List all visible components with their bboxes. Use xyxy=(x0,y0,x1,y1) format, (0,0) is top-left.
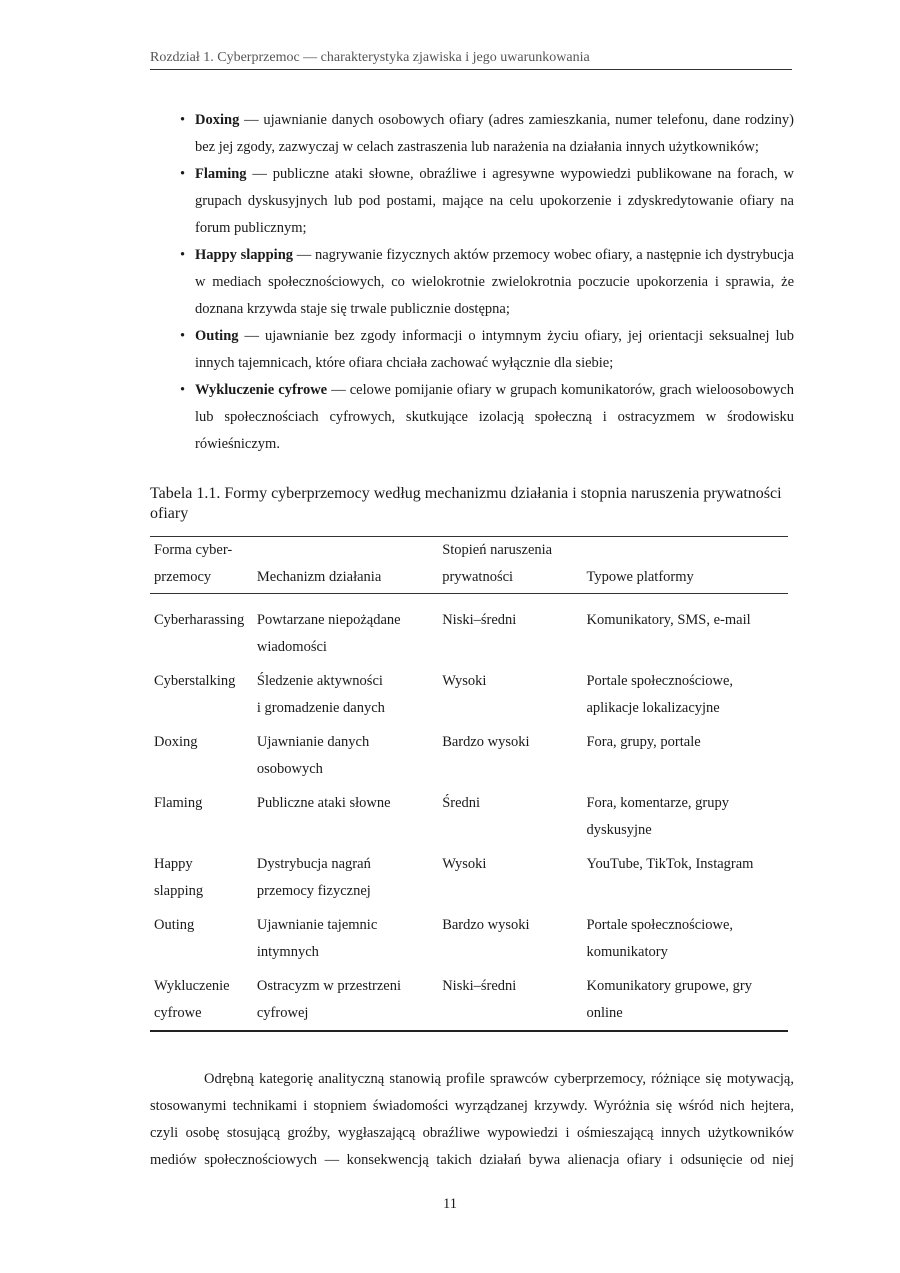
table-row xyxy=(150,851,788,912)
table-cell: Outing xyxy=(154,917,195,933)
column-header: Typowe platformy xyxy=(586,569,694,585)
list-item xyxy=(150,377,794,458)
list-item xyxy=(150,323,794,377)
page-number: 11 xyxy=(443,1196,457,1212)
definition: — nagrywanie fizycznych aktów przemocy wobec ofiary, a następnie ich dystrybucja w mediach społecznościowych, co wielokrotnie zwielokrotnia poczucie upokorzenia i sprawia, że doznana krzywda staje się trwale publicznie dostępna; xyxy=(195,247,794,317)
running-header: Rozdział 1. Cyberprzemoc — charakterystyka zjawiska i jego uwarunkowania xyxy=(150,50,792,70)
table-cell: Niski–średni xyxy=(442,978,517,994)
bullet-icon: • xyxy=(180,112,186,128)
table-cell: Niski–średni xyxy=(442,612,517,628)
definition: — publiczne ataki słowne, obraźliwe i agresywne wypowiedzi publikowane na forach, w grupach dyskusyjnych lub pod postami, mające na celu upokorzenie i zdyskredytowanie ofiary na forum publicznym; xyxy=(195,166,794,236)
table-cell: Komunikatory, SMS, e-mail xyxy=(586,612,751,628)
bullet-icon: • xyxy=(180,382,186,398)
definition: — celowe pomijanie ofiary w grupach komunikatorów, grach wieloosobowych lub społecznościach cyfrowych, skutkujące izolacją społeczną i ostracyzmem w środowisku rówieśniczym. xyxy=(195,382,794,452)
table-cell: Doxing xyxy=(154,734,198,750)
table-cell: Ujawnianie tajemnic intymnych xyxy=(256,917,378,960)
list-item xyxy=(150,107,794,161)
table-row xyxy=(150,729,788,790)
table-cell: Fora, grupy, portale xyxy=(586,734,701,750)
column-header: Forma cyber- przemocy xyxy=(154,542,233,585)
table-cell: Komunikatory grupowe, gry online xyxy=(586,978,752,1021)
table-cell: Śledzenie aktywności i gromadzenie danych xyxy=(256,673,385,716)
list-item xyxy=(150,242,794,323)
table-row xyxy=(150,594,788,669)
table-cell: Wykluczenie cyfrowe xyxy=(154,978,230,1021)
table-cell: Średni xyxy=(442,795,481,811)
bullet-icon: • xyxy=(180,247,186,263)
definition: — ujawnianie bez zgody informacji o intymnym życiu ofiary, jej orientacji seksualnej lub innych tajemnicach, które ofiara chciała zachować wyłącznie dla siebie; xyxy=(195,328,794,371)
list-item xyxy=(150,161,794,242)
term: Flaming xyxy=(195,166,247,182)
term: Outing xyxy=(195,328,239,344)
table-cell: Fora, komentarze, grupy dyskusyjne xyxy=(586,795,730,838)
table-cell: Ostracyzm w przestrzeni cyfrowej xyxy=(256,978,402,1021)
table-row xyxy=(150,790,788,851)
table-cell: Portale społecznościowe, komunikatory xyxy=(586,917,734,960)
table-body xyxy=(150,594,788,1032)
table-cell: YouTube, TikTok, Instagram xyxy=(586,856,754,872)
bullet-icon: • xyxy=(180,166,186,182)
term: Happy slapping xyxy=(195,247,294,263)
table-cell: Powtarzane niepożądane wiadomości xyxy=(256,612,401,655)
table-cell: Portale społecznościowe, aplikacje lokalizacyjne xyxy=(586,673,734,716)
table-row xyxy=(150,912,788,973)
table-header-row xyxy=(150,537,788,594)
table-row xyxy=(150,668,788,729)
table-cell: Wysoki xyxy=(442,673,487,689)
table-cell: Dystrybucja nagrań przemocy fizycznej xyxy=(256,856,371,899)
column-header: Stopień naruszenia prywatności xyxy=(442,542,553,585)
term: Wykluczenie cyfrowe xyxy=(195,382,328,398)
table-cell: Flaming xyxy=(154,795,203,811)
definition: — ujawnianie danych osobowych ofiary (adres zamieszkania, numer telefonu, dane rodziny) bez jej zgody, zazwyczaj w celach zastraszenia lub narażenia na działania innych użytkowników; xyxy=(195,112,794,155)
table-cell: Cyberstalking xyxy=(154,673,236,689)
table-cell: Bardzo wysoki xyxy=(442,734,530,750)
body-paragraph: Odrębną kategorię analityczną stanowią profile sprawców cyberprzemocy, różniące się motywacją, stosowanymi technikami i stopniem świadomości wyrządzanej krzywdy. Wyróżnia się wśród nich hejtera, czyli osobę stosującą groźby, wygłaszającą obraźliwe wypowiedzi i ośmieszającą innych użytkowników mediów społecznościowych — konsekwencją takich działań bywa alienacja ofiary i odsunięcie od niej xyxy=(150,1071,794,1168)
table-cell: Ujawnianie danych osobowych xyxy=(256,734,370,777)
table-cell: Publiczne ataki słowne xyxy=(256,795,391,811)
table-row xyxy=(150,973,788,1031)
table-cell: Bardzo wysoki xyxy=(442,917,530,933)
term: Doxing xyxy=(195,112,240,128)
table-caption: Tabela 1.1. Formy cyberprzemocy według mechanizmu działania i stopnia naruszenia prywatności ofiary xyxy=(150,485,782,522)
table-cell: Happy slapping xyxy=(154,856,204,899)
bullet-list xyxy=(150,107,794,458)
table-cell: Cyberharassing xyxy=(154,612,245,628)
bullet-icon: • xyxy=(180,328,186,344)
forms-table xyxy=(150,536,788,1032)
table-cell: Wysoki xyxy=(442,856,487,872)
column-header: Mechanizm działania xyxy=(256,569,382,585)
